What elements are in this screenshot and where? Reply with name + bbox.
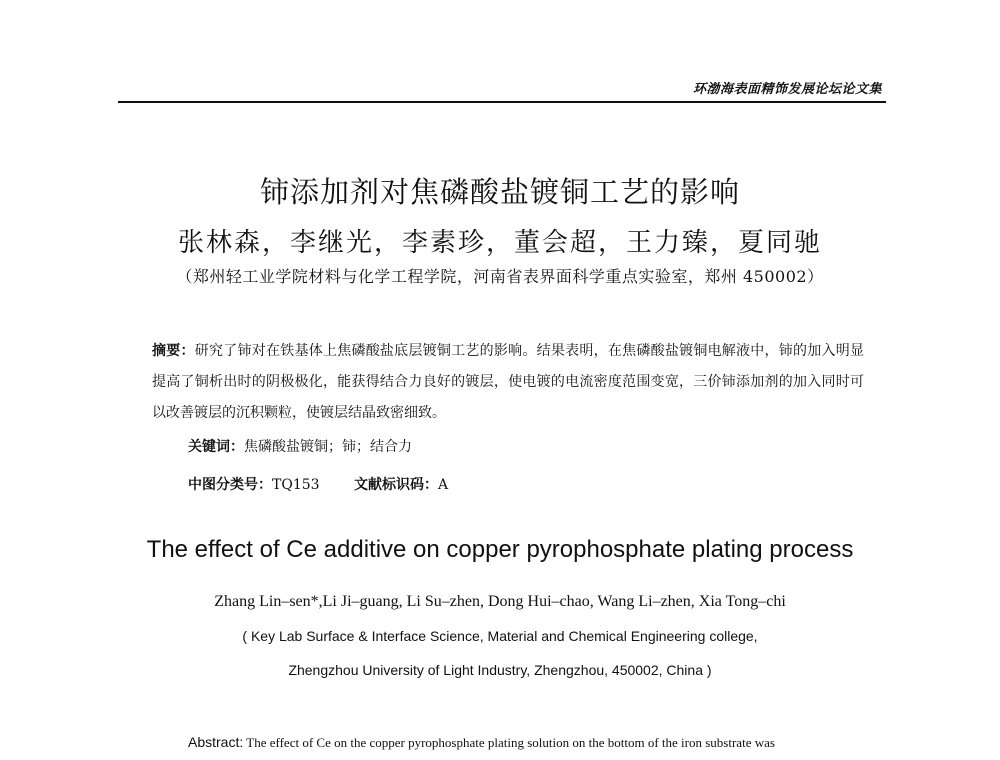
abstract-en: [188, 734, 888, 751]
header-rule: [118, 101, 886, 103]
doc-code-label: 文献标识码：: [354, 477, 438, 493]
abstract-en-text: The effect of Ce on the copper pyrophosphate plating solution on the bottom of the iron substrate was: [246, 735, 775, 750]
abstract-cn: [152, 336, 864, 429]
keywords-cn: [188, 436, 412, 456]
affiliation-en-line2: Zhengzhou University of Light Industry, Zhengzhou, 450002, China ): [288, 662, 712, 678]
keywords-cn-label: 关键词：: [188, 439, 244, 455]
document-code: [354, 474, 448, 494]
affiliation-en-line1: ( Key Lab Surface & Interface Science, Material and Chemical Engineering college,: [242, 628, 758, 644]
keywords-cn-text: 焦磷酸盐镀铜；铈；结合力: [244, 439, 412, 455]
authors-cn: 张林森，李继光，李素珍，董会超，王力臻，夏同驰: [177, 228, 822, 258]
abstract-cn-text: 研究了铈对在铁基体上焦磷酸盐底层镀铜工艺的影响。结果表明，在焦磷酸盐镀铜电解液中，铈的加入明显提高了铜析出时的阴极极化，能获得结合力良好的镀层，使电镀的电流密度范围变宽，三价铈添加剂的加入同时可以改善镀层的沉积颗粒，使镀层结晶致密细致。: [152, 343, 865, 421]
abstract-cn-label: 摘要：: [152, 343, 195, 359]
authors-en: Zhang Lin–sen*,Li Ji–guang, Li Su–zhen, Dong Hui–chao, Wang Li–zhen, Xia Tong–chi: [214, 593, 786, 610]
paper-title-en: The effect of Ce additive on copper pyrophosphate plating process: [146, 536, 854, 563]
clc-number: [188, 474, 320, 494]
abstract-en-label: Abstract:: [188, 734, 244, 750]
running-header: 环渤海表面精饰发展论坛论文集: [692, 82, 882, 97]
clc-label: 中图分类号：: [188, 477, 272, 493]
doc-code-value: A: [438, 477, 449, 493]
clc-value: TQ153: [272, 477, 320, 493]
affiliation-cn: （郑州轻工业学院材料与化学工程学院，河南省表界面科学重点实验室，郑州 450002）: [176, 267, 824, 286]
paper-title-cn: 铈添加剂对焦磷酸盐镀铜工艺的影响: [259, 175, 740, 209]
